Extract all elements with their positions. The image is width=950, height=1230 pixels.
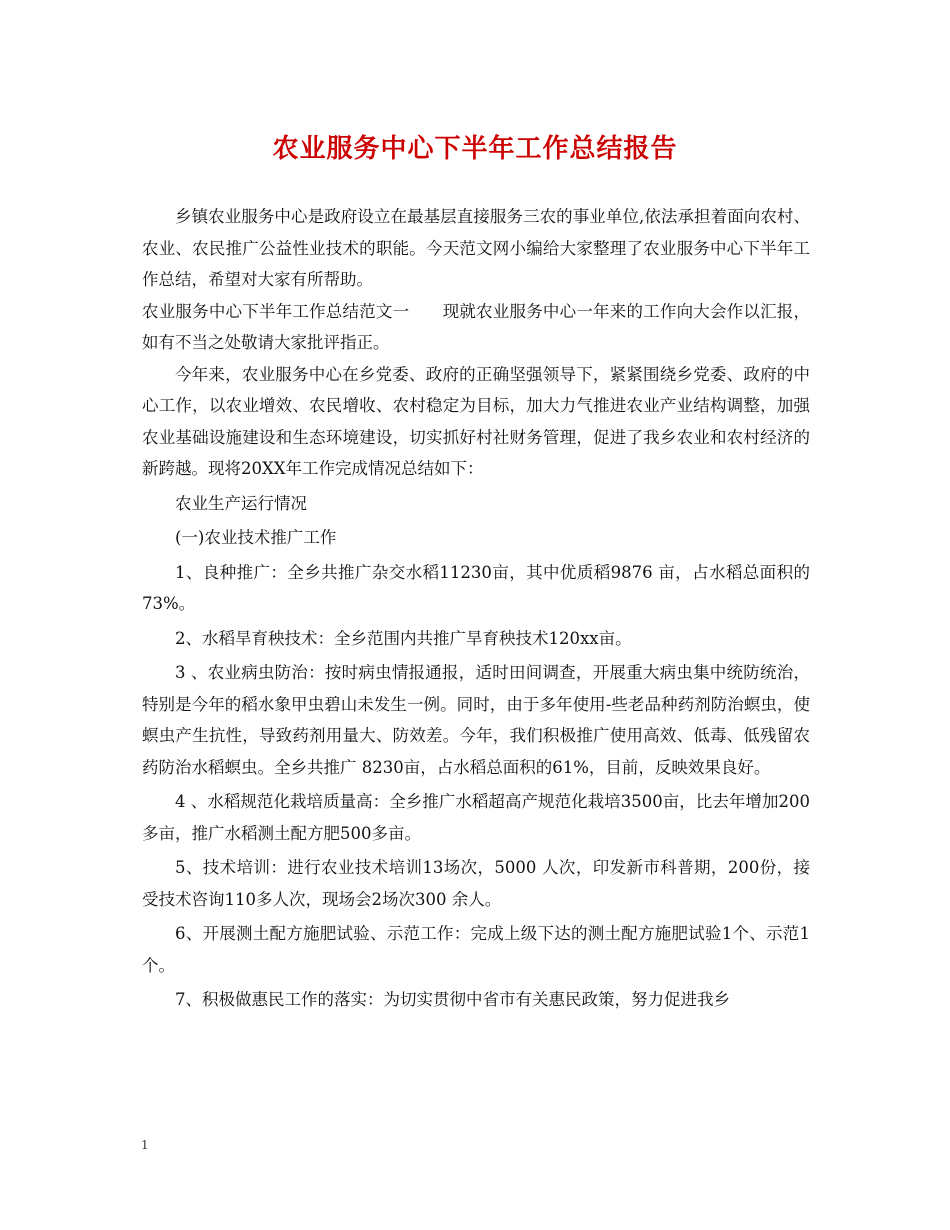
list-item-benefit-policy: 7、积极做惠民工作的落实：为切实贯彻中省市有关惠民政策，努力促进我乡 <box>175 990 730 1009</box>
list-item-seed-promotion: 1、良种推广：全乡共推广杂交水稻11230亩，其中优质稻9876 亩，占水稻总面积的73%。 <box>142 562 810 613</box>
subsection-heading-tech-promotion: (一)农业技术推广工作 <box>175 528 337 547</box>
document-body <box>142 201 810 1016</box>
list-item-training: 5、技术培训：进行农业技术培训13场次，5000 人次，印发新市科普期，200份，接受技术咨询110多人次，现场会2场次300 余人。 <box>142 858 810 909</box>
list-item-pest-control: 3 、农业病虫防治：按时病虫情报通报，适时田间调查，开展重大病虫集中统防统治，特别是今年的稻水象甲虫碧山未发生一例。同时，由于多年使用-些老品种药剂防治螟虫，使螟虫产生抗性，导致药剂用量大、防效差。今年，我们积极推广使用高效、低毒、低残留农药防治水稻螟虫。全乡共推广 8230亩，占水稻总面积的61%，目前，反映效果良好。 <box>142 663 810 777</box>
paragraph-intro: 乡镇农业服务中心是政府设立在最基层直接服务三农的事业单位,依法承担着面向农村、农业、农民推广公益性业技术的职能。今天范文网小编给大家整理了农业服务中心下半年工作总结，希望对大家有所帮助。 <box>142 207 810 289</box>
paragraph-overview: 今年来，农业服务中心在乡党委、政府的正确坚强领导下，紧紧围绕乡党委、政府的中心工作，以农业增效、农民增收、农村稳定为目标，加大力气推进农业产业结构调整，加强农业基础设施建设和生态环境建设，切实抓好村社财务管理，促进了我乡农业和农村经济的新跨越。现将20XX年工作完成情况总结如下： <box>142 364 810 478</box>
document-title: 农业服务中心下半年工作总结报告 <box>272 134 678 164</box>
paragraph-sample-one: 农业服务中心下半年工作总结范文一 现就农业服务中心一年来的工作向大会作以汇报，如有不当之处敬请大家批评指正。 <box>142 301 810 352</box>
page-number: 1 <box>141 1138 149 1152</box>
section-heading-production: 农业生产运行情况 <box>175 493 307 513</box>
list-item-standard-cultivation: 4 、水稻规范化栽培质量高：全乡推广水稻超高产规范化栽培3500亩，比去年增加200多亩，推广水稻测土配方肥500多亩。 <box>142 792 810 843</box>
list-item-dry-seedling: 2、水稻旱育秧技术：全乡范围内共推广旱育秧技术120xx亩。 <box>175 628 632 648</box>
list-item-soil-testing: 6、开展测土配方施肥试验、示范工作：完成上级下达的测土配方施肥试验1个、示范1个。 <box>142 924 810 975</box>
